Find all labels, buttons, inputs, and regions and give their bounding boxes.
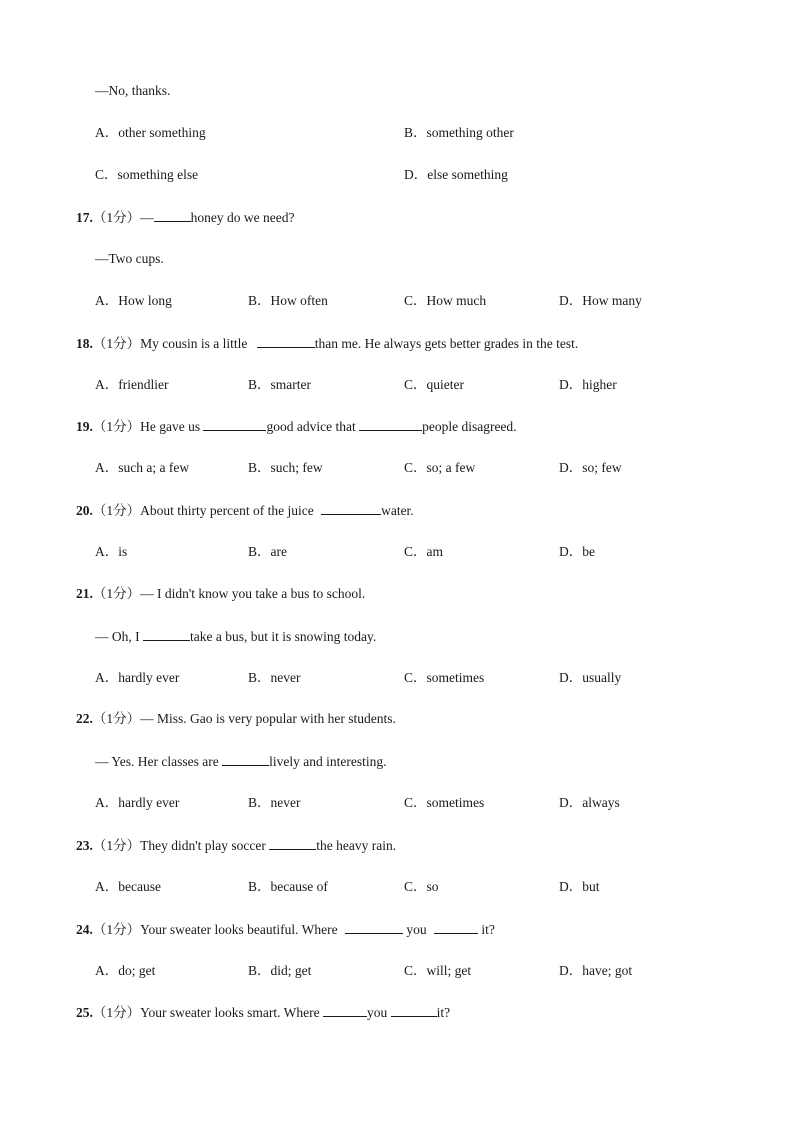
reply-text: take a bus, but it is snowing today.	[190, 629, 377, 644]
question-text: — I didn't know you take a bus to school.	[140, 586, 366, 601]
q18-option-a[interactable]: A．friendlier	[95, 377, 169, 392]
answer-blank[interactable]	[269, 836, 316, 850]
answer-blank[interactable]	[434, 920, 478, 934]
q23-option-c[interactable]: C．so	[404, 879, 439, 894]
q20-option-b[interactable]: B．are	[248, 544, 287, 559]
question-score: （1分）	[92, 336, 141, 351]
question-score: （1分）	[92, 838, 141, 853]
q24-option-c[interactable]: C．will; get	[404, 963, 472, 978]
q16-reply: —No, thanks.	[95, 83, 171, 98]
question-text: — Miss. Gao is very popular with her students.	[140, 711, 396, 726]
question-text: the heavy rain.	[316, 838, 397, 853]
question-text: —	[140, 210, 154, 225]
answer-blank[interactable]	[391, 1003, 437, 1017]
q19-option-d[interactable]: D．so; few	[559, 460, 622, 475]
q21-option-d[interactable]: D．usually	[559, 670, 622, 685]
answer-blank[interactable]	[257, 334, 315, 348]
question-number: 21.	[76, 586, 93, 601]
question-22	[76, 710, 396, 728]
question-text: honey do we need?	[190, 210, 295, 225]
question-25	[76, 1003, 450, 1021]
reply-text: — Oh, I	[95, 629, 143, 644]
q21-option-b[interactable]: B．never	[248, 670, 301, 685]
question-20	[76, 501, 414, 519]
question-score: （1分）	[92, 922, 141, 937]
question-score: （1分）	[92, 210, 141, 225]
q21-option-a[interactable]: A．hardly ever	[95, 670, 180, 685]
question-number: 22.	[76, 711, 93, 726]
question-23	[76, 836, 396, 854]
question-17	[76, 208, 294, 226]
q24-option-d[interactable]: D．have; got	[559, 963, 633, 978]
question-text: My cousin is a little	[140, 336, 251, 351]
q21-reply	[95, 627, 376, 645]
question-number: 17.	[76, 210, 93, 225]
question-number: 19.	[76, 419, 93, 434]
question-text: you	[402, 922, 430, 937]
answer-blank[interactable]	[359, 417, 422, 431]
q19-option-c[interactable]: C．so; a few	[404, 460, 476, 475]
q20-option-d[interactable]: D．be	[559, 544, 595, 559]
q17-option-b[interactable]: B．How often	[248, 293, 328, 308]
q16-option-a[interactable]: A．other something	[95, 125, 206, 140]
question-text: Your sweater looks beautiful. Where	[140, 922, 341, 937]
q18-option-b[interactable]: B．smarter	[248, 377, 311, 392]
q23-option-b[interactable]: B．because of	[248, 879, 328, 894]
question-text: it?	[477, 922, 495, 937]
question-number: 18.	[76, 336, 93, 351]
question-number: 20.	[76, 503, 93, 518]
reply-text: — Yes. Her classes are	[95, 754, 223, 769]
question-text: They didn't play soccer	[140, 838, 270, 853]
q21-option-c[interactable]: C．sometimes	[404, 670, 485, 685]
question-score: （1分）	[92, 1005, 141, 1020]
question-number: 25.	[76, 1005, 93, 1020]
q20-option-c[interactable]: C．am	[404, 544, 443, 559]
question-text: it?	[436, 1005, 451, 1020]
question-text: good advice that	[266, 419, 360, 434]
q16-option-d[interactable]: D．else something	[404, 167, 508, 182]
answer-blank[interactable]	[345, 920, 403, 934]
question-text: than me. He always gets better grades in the test.	[314, 336, 579, 351]
question-21	[76, 585, 365, 603]
question-18	[76, 334, 578, 352]
q17-option-d[interactable]: D．How many	[559, 293, 642, 308]
q19-option-a[interactable]: A．such a; a few	[95, 460, 190, 475]
answer-blank[interactable]	[203, 417, 266, 431]
question-text: Your sweater looks smart. Where	[140, 1005, 323, 1020]
q22-option-a[interactable]: A．hardly ever	[95, 795, 180, 810]
question-score: （1分）	[92, 503, 141, 518]
q22-reply	[95, 752, 386, 770]
q22-option-c[interactable]: C．sometimes	[404, 795, 485, 810]
q17-reply: —Two cups.	[95, 251, 164, 266]
answer-blank[interactable]	[154, 208, 191, 222]
question-score: （1分）	[92, 711, 141, 726]
q17-option-c[interactable]: C．How much	[404, 293, 487, 308]
question-text: people disagreed.	[422, 419, 517, 434]
q24-option-b[interactable]: B．did; get	[248, 963, 312, 978]
question-text: About thirty percent of the juice	[140, 503, 318, 518]
q18-option-c[interactable]: C．quieter	[404, 377, 464, 392]
question-number: 24.	[76, 922, 93, 937]
q22-option-b[interactable]: B．never	[248, 795, 301, 810]
question-19	[76, 417, 517, 435]
q20-option-a[interactable]: A．is	[95, 544, 128, 559]
q23-option-a[interactable]: A．because	[95, 879, 161, 894]
q18-option-d[interactable]: D．higher	[559, 377, 617, 392]
reply-text: lively and interesting.	[269, 754, 387, 769]
answer-blank[interactable]	[143, 627, 190, 641]
answer-blank[interactable]	[222, 752, 269, 766]
q24-option-a[interactable]: A．do; get	[95, 963, 156, 978]
answer-blank[interactable]	[323, 1003, 367, 1017]
answer-blank[interactable]	[321, 501, 381, 515]
q16-option-c[interactable]: C．something else	[95, 167, 199, 182]
question-score: （1分）	[92, 419, 141, 434]
question-text: you	[366, 1005, 391, 1020]
q19-option-b[interactable]: B．such; few	[248, 460, 323, 475]
question-24	[76, 920, 495, 938]
q22-option-d[interactable]: D．always	[559, 795, 620, 810]
q16-option-b[interactable]: B．something other	[404, 125, 514, 140]
q23-option-d[interactable]: D．but	[559, 879, 600, 894]
question-number: 23.	[76, 838, 93, 853]
question-score: （1分）	[92, 586, 141, 601]
q17-option-a[interactable]: A．How long	[95, 293, 172, 308]
question-text: water.	[381, 503, 414, 518]
question-text: He gave us	[140, 419, 204, 434]
